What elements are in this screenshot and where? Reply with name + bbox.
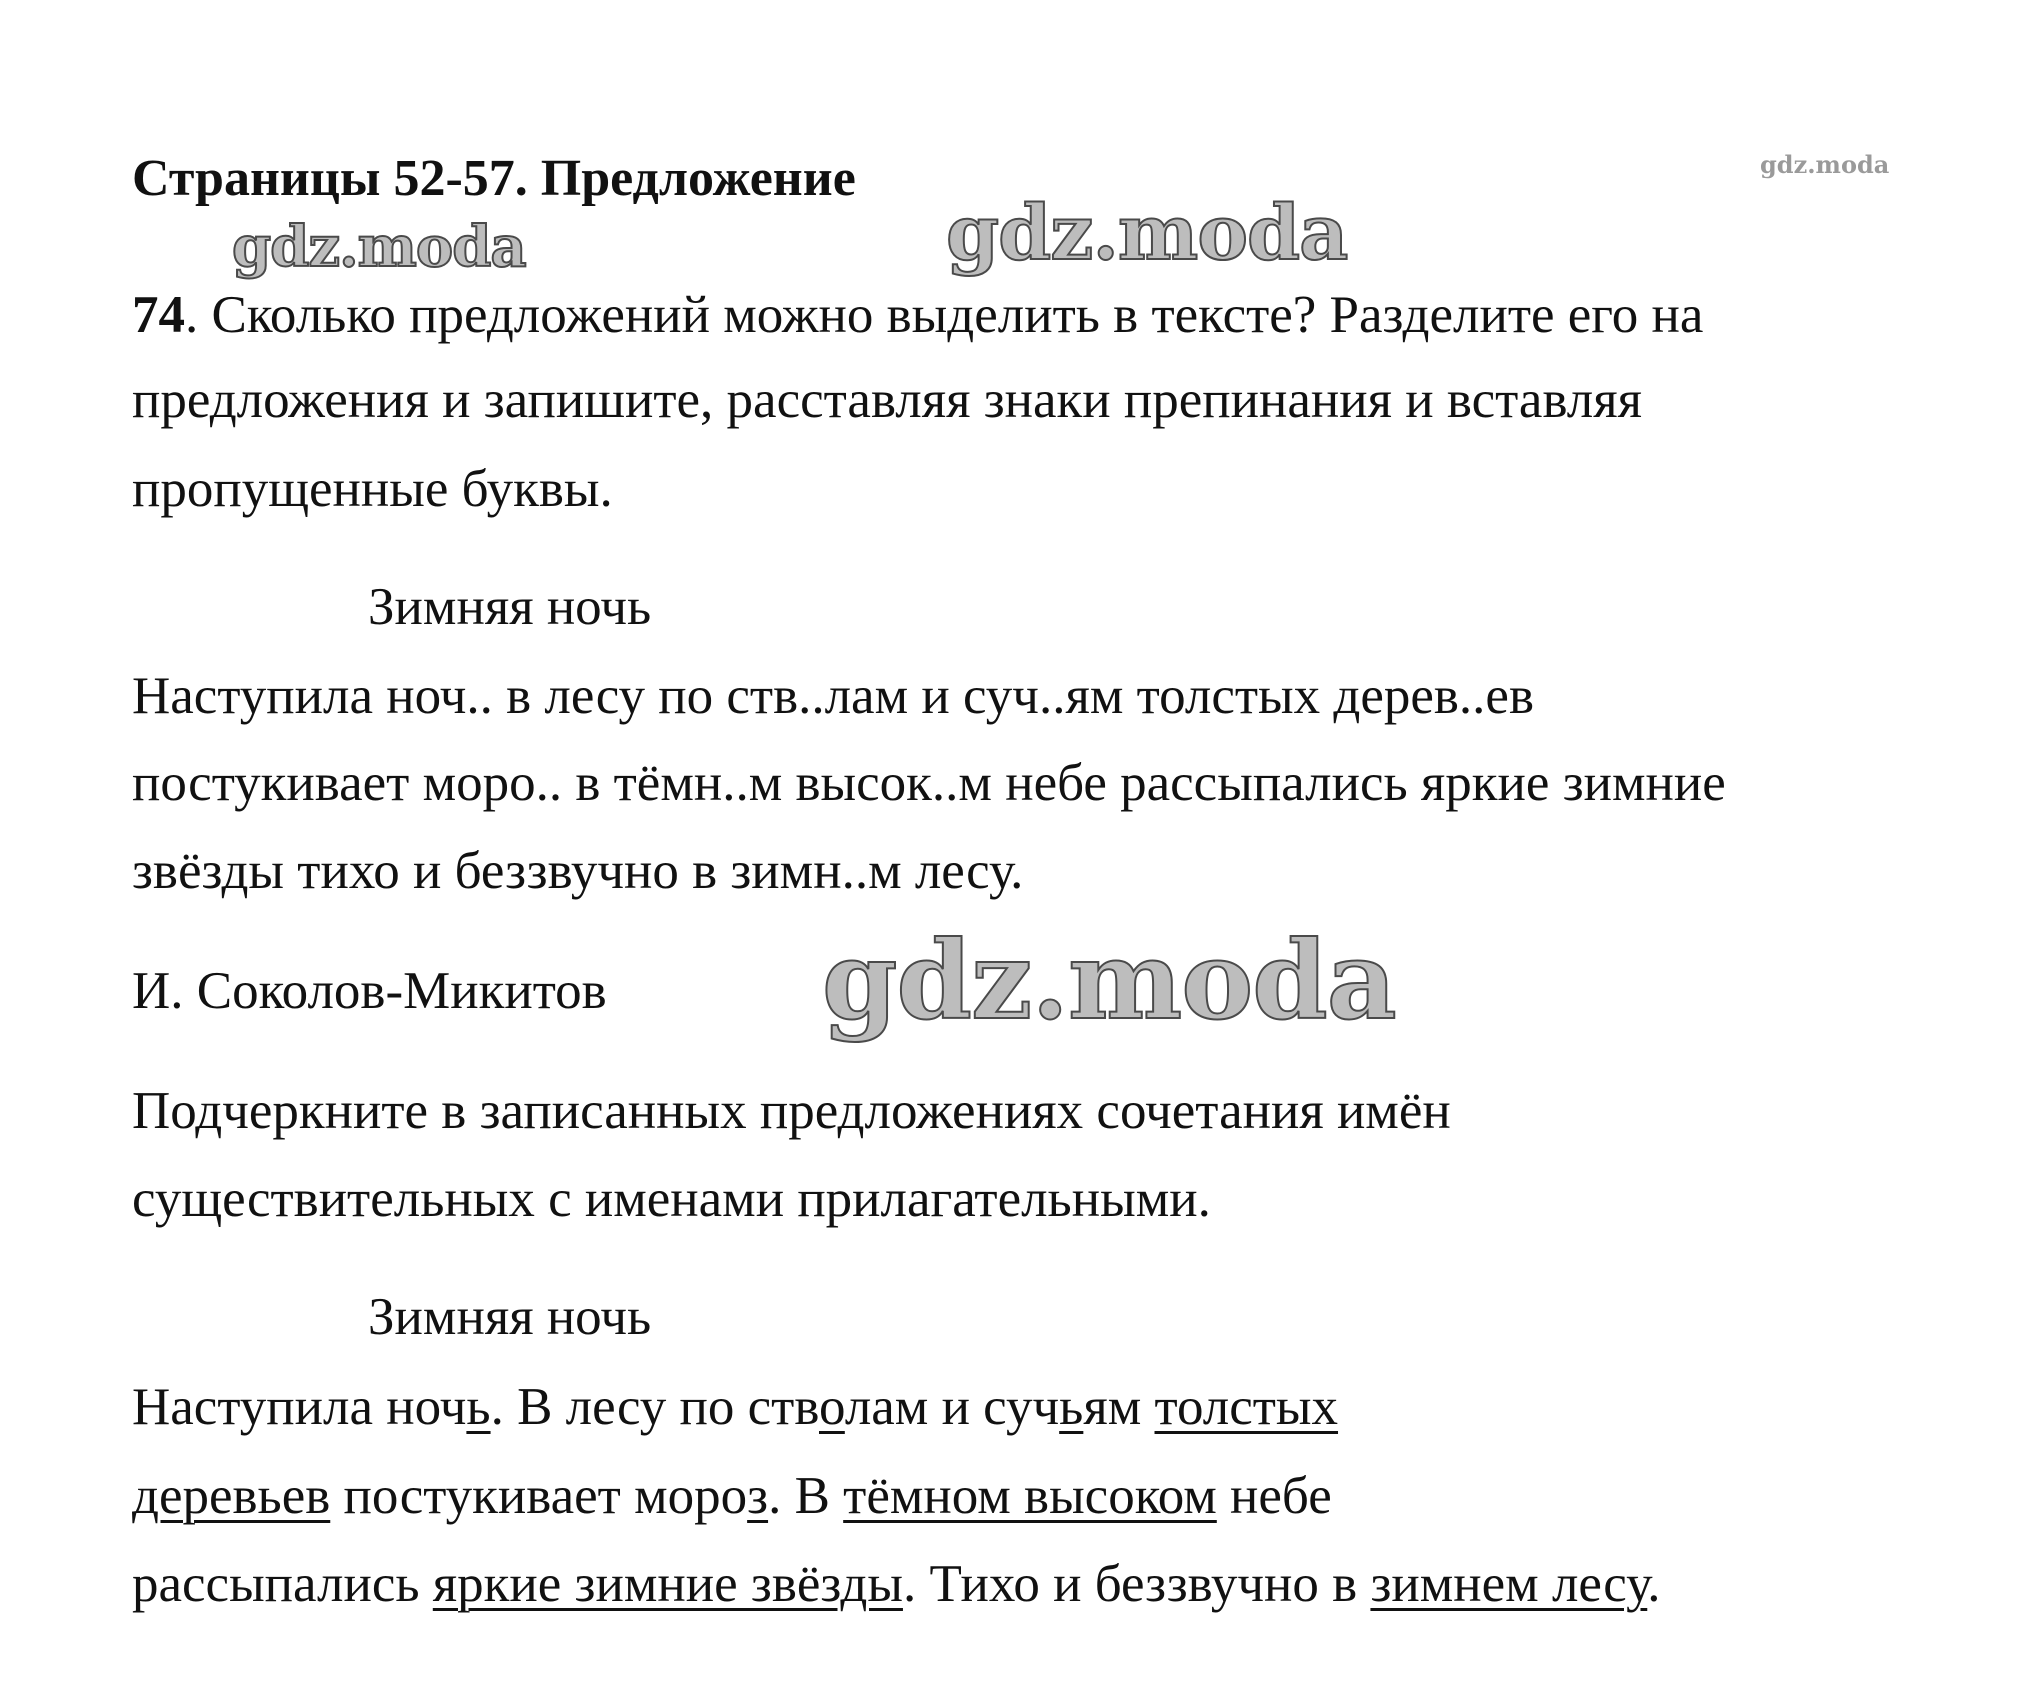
text-fragment: . Тихо и беззвучно в [902,1555,1371,1613]
original-line-2: постукивает моро.. в тёмн..м высок..м небе рассыпались яркие зимние [132,754,1726,812]
watermark-center: gdz.moda [946,188,1348,277]
text-fragment: . В лесу по ств [490,1378,819,1436]
text-fragment: . В [768,1467,844,1525]
original-line-3: звёзды тихо и беззвучно в зимн..м лесу. [132,842,1024,900]
underlined-fragment: толстых [1154,1378,1339,1436]
task-text-1: . Сколько предложений можно выделить в тексте? Разделите его на [185,286,1704,344]
answer-line-3 [132,1553,1661,1615]
exercise-number: 74 [132,286,185,344]
page-heading: Страницы 52-57. Предложение [132,150,856,207]
watermark-small: gdz.moda [1760,150,1890,179]
task-line-2: предложения и запишите, расставляя знаки препинания и вставляя [132,371,1642,429]
text-fragment: небе [1216,1467,1332,1525]
author: И. Соколов-Микитов [132,962,607,1020]
text-fragment: лам и суч [844,1378,1060,1436]
text-fragment: ям [1083,1378,1155,1436]
underlined-fragment: тёмном высоком [843,1467,1217,1525]
underlined-fragment: о [819,1378,845,1436]
poem-title: Зимняя ночь [368,578,652,636]
underlined-fragment: ь [1059,1378,1084,1436]
text-fragment: постукивает моро [330,1467,748,1525]
underlined-fragment: деревьев [132,1467,331,1525]
watermark-left: gdz.moda [232,214,526,280]
underlined-fragment: яркие зимние звёзды [432,1555,903,1613]
task2-line-2: существительных с именами прилагательными. [132,1170,1211,1228]
answer-line-1 [132,1376,1338,1438]
task-line-1 [132,284,1703,346]
original-line-1: Наступила ноч.. в лесу по ств..лам и суч..ям толстых дерев..ев [132,667,1534,725]
underlined-fragment: ь [466,1378,491,1436]
underlined-fragment: зимнем лесу [1370,1555,1648,1613]
answer-line-2 [132,1465,1332,1527]
text-fragment: рассыпались [132,1555,433,1613]
watermark-large: gdz.moda [822,918,1396,1044]
underlined-fragment: з [747,1467,769,1525]
task-line-3: пропущенные буквы. [132,460,613,518]
answer-title: Зимняя ночь [368,1288,652,1346]
text-fragment: Наступила ноч [132,1378,467,1436]
text-fragment: . [1647,1555,1661,1613]
task2-line-1: Подчеркните в записанных предложениях сочетания имён [132,1082,1451,1140]
